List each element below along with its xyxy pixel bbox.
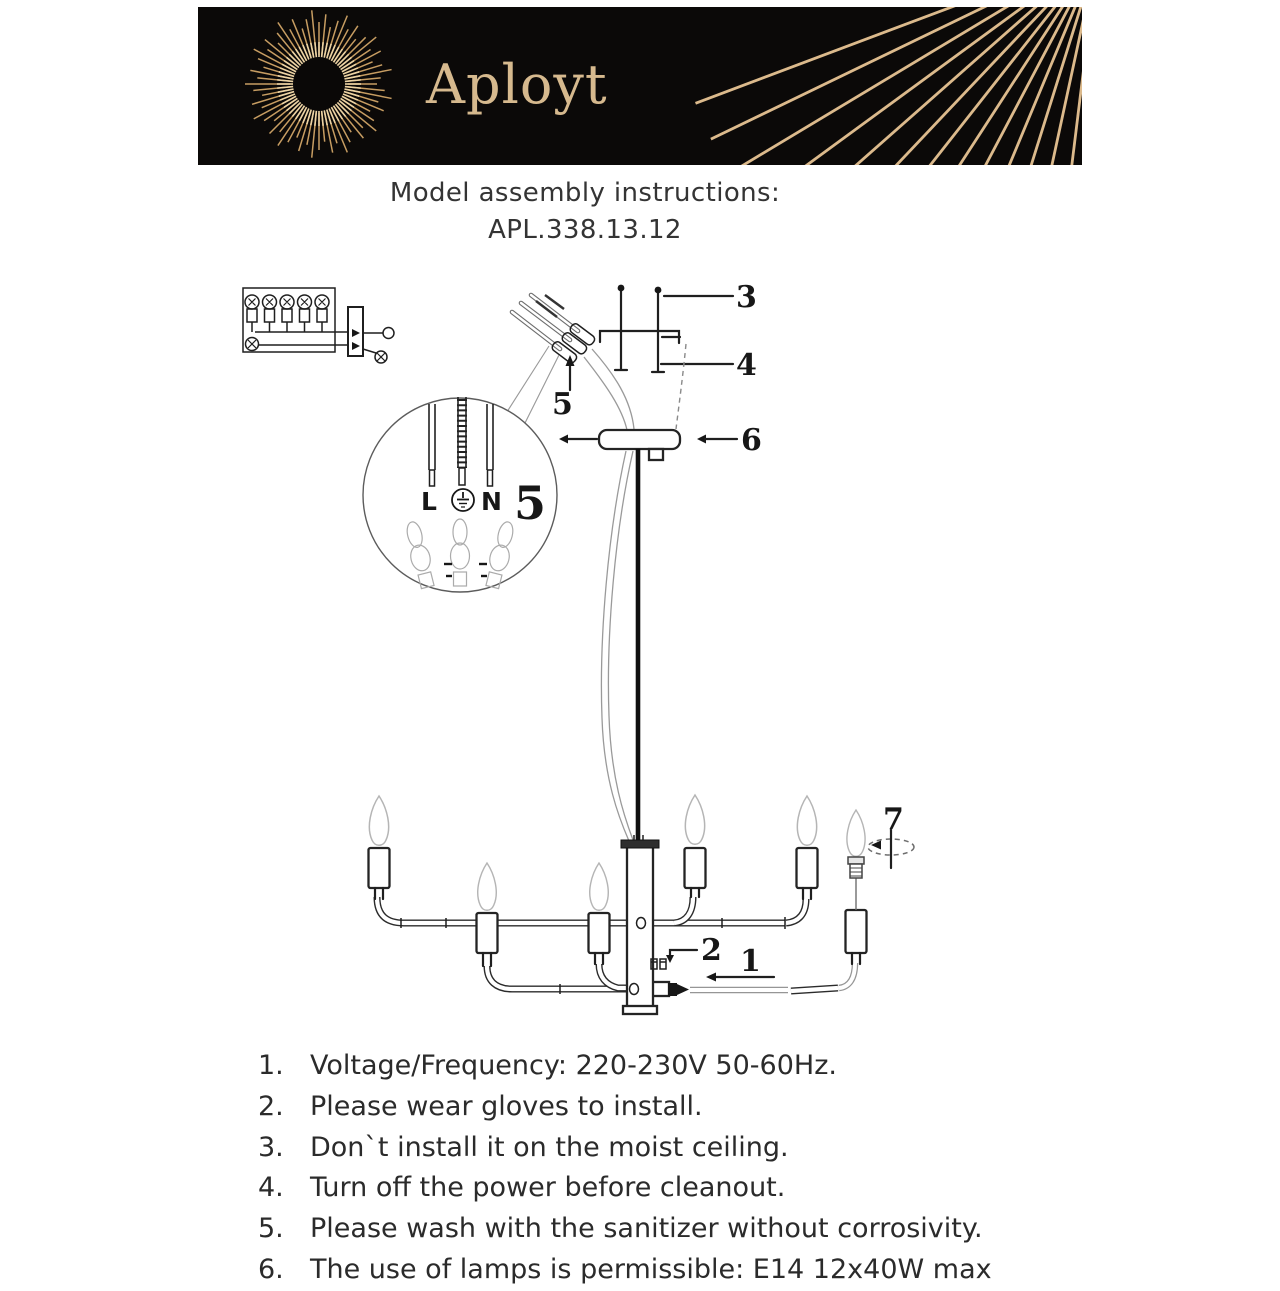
- instruction-number: 1.: [258, 1050, 284, 1081]
- chandelier-assembly: [369, 795, 915, 1014]
- instruction-number: 6.: [258, 1253, 284, 1285]
- instruction-number: 5.: [258, 1213, 284, 1245]
- candle-5: [797, 796, 818, 899]
- instruction-number: 3.: [258, 1131, 284, 1163]
- instruction-item: [258, 1250, 992, 1291]
- callout-1-label: 1: [740, 944, 761, 979]
- instruction-number: 2.: [258, 1090, 284, 1122]
- supply-wires-detail: [512, 295, 634, 430]
- callout-2: [666, 933, 722, 968]
- terminal-block-diagram: [243, 288, 394, 363]
- callout-5-label: 5: [552, 387, 573, 422]
- wire-connection-detail: [363, 346, 559, 592]
- instruction-text: Please wash with the sanitizer without corrosivity.: [310, 1213, 983, 1245]
- instruction-item: [258, 1046, 992, 1087]
- instruction-text: Voltage/Frequency: 220-230V 50-60Hz.: [310, 1050, 837, 1081]
- candle-4: [685, 795, 706, 897]
- callout-6-label: 6: [741, 423, 762, 458]
- model-number: APL.338.13.12: [488, 215, 682, 245]
- instruction-item: [258, 1087, 992, 1128]
- instruction-number: 4.: [258, 1172, 284, 1204]
- instruction-item: [258, 1209, 992, 1250]
- page-title: Model assembly instructions:: [389, 178, 781, 208]
- candle-2: [477, 863, 498, 966]
- instruction-text: Don`t install it on the moist ceiling.: [310, 1131, 789, 1163]
- instruction-list: [258, 1046, 992, 1291]
- detail-step-label: 5: [514, 476, 547, 530]
- neutral-wire-label: N: [481, 487, 502, 516]
- callout-3-label: 3: [736, 280, 757, 315]
- brand-logo-text: Aployt: [426, 53, 608, 116]
- mounting-screws: [600, 280, 757, 429]
- ceiling-canopy: [559, 423, 762, 460]
- instruction-item: [258, 1128, 992, 1169]
- suspension-rod: [601, 449, 638, 843]
- callout-4-label: 4: [736, 348, 757, 383]
- instruction-text: Turn off the power before cleanout.: [310, 1172, 786, 1204]
- instruction-item: [258, 1168, 992, 1209]
- candle-1: [369, 796, 390, 899]
- callout-7-label: 7: [883, 802, 904, 837]
- candle-3: [589, 863, 610, 964]
- instruction-text: The use of lamps is permissible: E14 12x40W max: [310, 1253, 992, 1285]
- bulb-screw-base: [848, 857, 864, 864]
- live-wire-label: L: [421, 487, 437, 516]
- instruction-text: Please wear gloves to install.: [310, 1090, 703, 1122]
- detached-bulb: [846, 802, 915, 964]
- callout-2-label: 2: [701, 933, 722, 968]
